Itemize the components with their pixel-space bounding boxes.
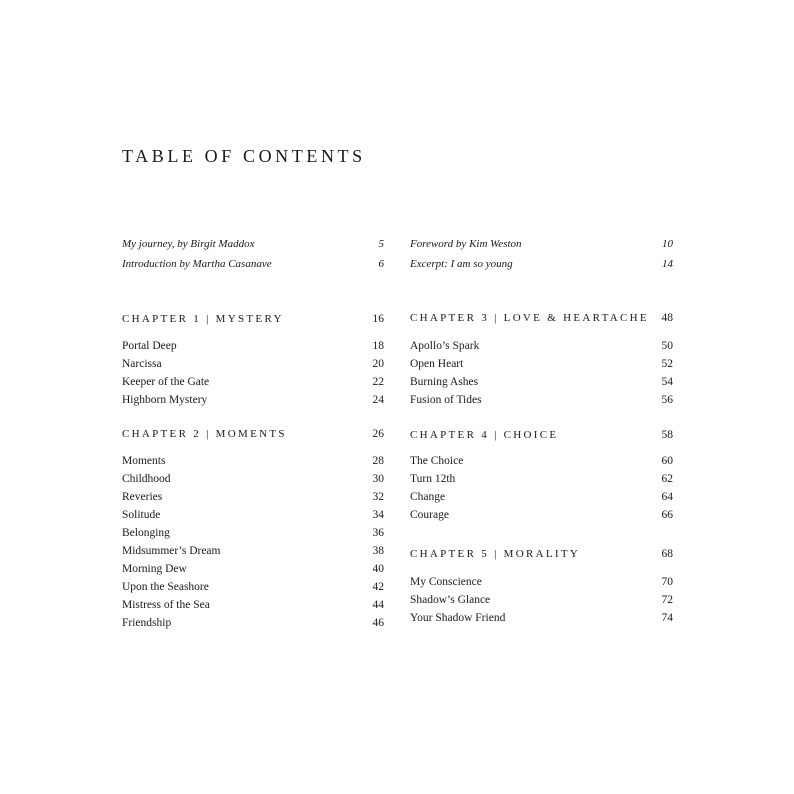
toc-entry[interactable] [122, 490, 384, 504]
entry-title: The Choice [410, 455, 464, 467]
chapter-heading[interactable] [410, 428, 673, 442]
entry-title: Your Shadow Friend [410, 612, 506, 624]
entry-page-number: 74 [661, 612, 673, 624]
toc-entry[interactable] [122, 454, 384, 468]
entry-title: Turn 12th [410, 473, 456, 485]
chapter-title: CHAPTER 2 | MOMENTS [122, 428, 287, 440]
chapter-heading[interactable] [410, 311, 673, 325]
toc-entry-intro[interactable] [410, 237, 673, 251]
entry-title: Burning Ashes [410, 376, 479, 388]
entry-page-number: 66 [661, 509, 673, 521]
entry-title: Morning Dew [122, 563, 187, 575]
toc-entry[interactable] [410, 393, 673, 407]
entry-title: Mistress of the Sea [122, 599, 210, 611]
toc-entry-intro[interactable] [122, 237, 384, 251]
toc-entry[interactable] [410, 472, 673, 486]
entry-title: Courage [410, 509, 449, 521]
toc-entry[interactable] [122, 544, 384, 558]
entry-title: Open Heart [410, 358, 464, 370]
entry-page-number: 10 [662, 238, 673, 250]
entry-page-number: 62 [661, 473, 673, 485]
toc-entry-intro[interactable] [122, 257, 384, 271]
toc-entry[interactable] [122, 375, 384, 389]
entry-title: Childhood [122, 473, 171, 485]
chapter-title: CHAPTER 4 | CHOICE [410, 429, 559, 441]
entry-title: Fusion of Tides [410, 394, 482, 406]
chapter-page-number: 48 [661, 312, 673, 324]
chapter-page-number: 58 [661, 429, 673, 441]
page-title: TABLE OF CONTENTS [122, 146, 366, 166]
entry-title: Highborn Mystery [122, 394, 208, 406]
entry-title: Shadow’s Glance [410, 594, 491, 606]
toc-entry[interactable] [122, 472, 384, 486]
entry-title: Portal Deep [122, 340, 177, 352]
chapter-title: CHAPTER 3 | LOVE & HEARTACHE [410, 312, 649, 324]
toc-entry[interactable] [122, 357, 384, 371]
entry-title: Excerpt: I am so young [410, 258, 513, 270]
entry-title: My journey, by Birgit Maddox [122, 238, 255, 250]
entry-page-number: 60 [661, 455, 673, 467]
entry-title: Moments [122, 455, 166, 467]
toc-entry-intro[interactable] [410, 257, 673, 271]
entry-title: Reveries [122, 491, 163, 503]
toc-entry[interactable] [122, 562, 384, 576]
entry-title: Introduction by Martha Casanave [122, 258, 272, 270]
entry-page-number: 54 [661, 376, 673, 388]
entry-page-number: 46 [372, 617, 384, 629]
entry-page-number: 36 [372, 527, 384, 539]
entry-page-number: 20 [372, 358, 384, 370]
entry-page-number: 40 [372, 563, 384, 575]
entry-page-number: 5 [378, 238, 384, 250]
toc-entry[interactable] [410, 611, 673, 625]
toc-entry[interactable] [410, 375, 673, 389]
entry-title: Foreword by Kim Weston [410, 238, 522, 250]
chapter-title: CHAPTER 5 | MORALITY [410, 548, 581, 560]
chapter-page-number: 68 [661, 548, 673, 560]
entry-page-number: 30 [372, 473, 384, 485]
entry-title: Belonging [122, 527, 170, 539]
chapter-heading[interactable] [122, 312, 384, 326]
chapter-title: CHAPTER 1 | MYSTERY [122, 313, 284, 325]
entry-title: Midsummer’s Dream [122, 545, 221, 557]
entry-title: Solitude [122, 509, 161, 521]
entry-page-number: 50 [661, 340, 673, 352]
entry-title: My Conscience [410, 576, 482, 588]
toc-entry[interactable] [122, 526, 384, 540]
entry-page-number: 28 [372, 455, 384, 467]
entry-page-number: 44 [372, 599, 384, 611]
entry-page-number: 72 [661, 594, 673, 606]
entry-page-number: 24 [372, 394, 384, 406]
toc-entry[interactable] [122, 580, 384, 594]
entry-title: Friendship [122, 617, 172, 629]
entry-page-number: 56 [661, 394, 673, 406]
entry-page-number: 64 [661, 491, 673, 503]
chapter-heading[interactable] [122, 427, 384, 441]
toc-entry[interactable] [122, 393, 384, 407]
toc-entry[interactable] [410, 357, 673, 371]
entry-title: Upon the Seashore [122, 581, 209, 593]
entry-page-number: 34 [372, 509, 384, 521]
chapter-page-number: 16 [372, 313, 384, 325]
toc-entry[interactable] [122, 598, 384, 612]
chapter-page-number: 26 [372, 428, 384, 440]
entry-page-number: 32 [372, 491, 384, 503]
toc-entry[interactable] [410, 490, 673, 504]
entry-title: Keeper of the Gate [122, 376, 210, 388]
toc-entry[interactable] [410, 575, 673, 589]
entry-page-number: 42 [372, 581, 384, 593]
entry-page-number: 22 [372, 376, 384, 388]
toc-entry[interactable] [122, 616, 384, 630]
toc-entry[interactable] [410, 508, 673, 522]
entry-title: Apollo’s Spark [410, 340, 480, 352]
chapter-heading[interactable] [410, 547, 673, 561]
toc-entry[interactable] [410, 454, 673, 468]
toc-entry[interactable] [122, 508, 384, 522]
entry-page-number: 38 [372, 545, 384, 557]
entry-title: Narcissa [122, 358, 162, 370]
entry-title: Change [410, 491, 446, 503]
toc-entry[interactable] [410, 339, 673, 353]
entry-page-number: 6 [378, 258, 384, 270]
entry-page-number: 70 [661, 576, 673, 588]
entry-page-number: 14 [662, 258, 673, 270]
toc-entry[interactable] [122, 339, 384, 353]
entry-page-number: 52 [661, 358, 673, 370]
toc-entry[interactable] [410, 593, 673, 607]
entry-page-number: 18 [372, 340, 384, 352]
